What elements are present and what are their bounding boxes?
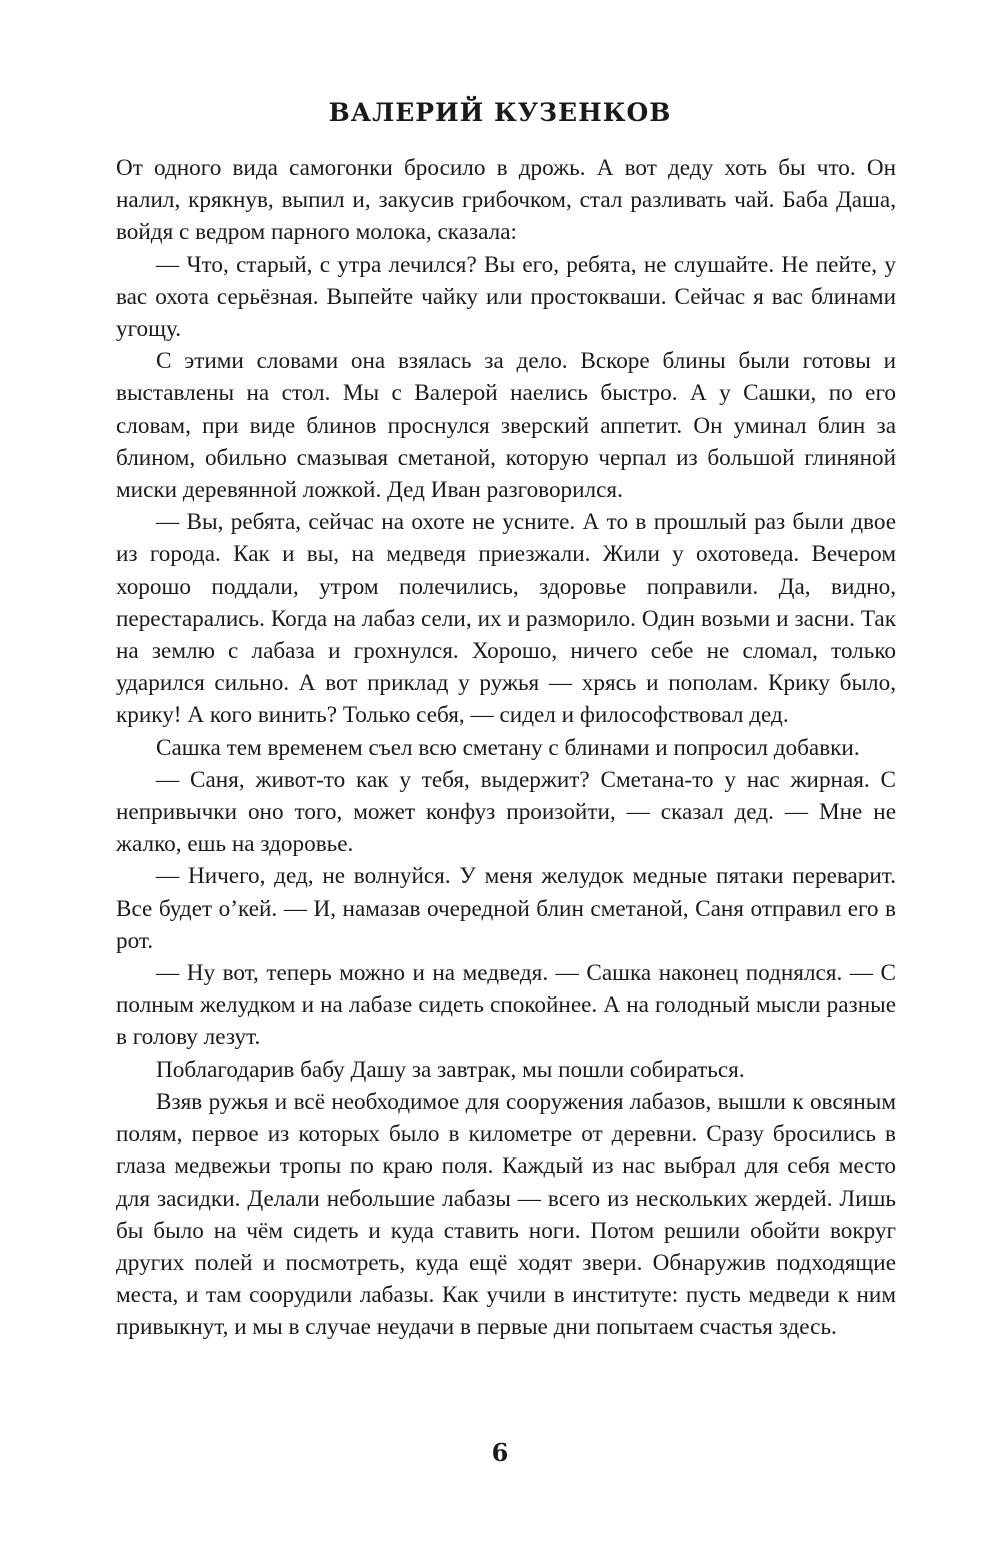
paragraph: — Ничего, дед, не волнуйся. У меня желудок медные пятаки переварит. Все будет о’кей. — И, намазав очередной блин сметаной, Саня отправил его в рот. [116,863,896,954]
running-title: ВАЛЕРИЙ КУЗЕНКОВ [328,98,672,127]
paragraph: С этими словами она взялась за дело. Вскоре блины были готовы и выставлены на стол. Мы с Валерой наелись быстро. А у Сашки, по его словам, при виде блинов проснулся зверский аппетит. Он уминал блин за блином, обильно смазывая сметаной, которую черпал из большой глиняной миски деревянной ложкой. Дед Иван разговорился. [116,348,896,504]
paragraph: — Что, старый, с утра лечился? Вы его, ребята, не слушайте. Не пейте, у вас охота серьёзная. Выпейте чайку или простокваши. Сейчас я вас блинами угощу. [116,251,896,343]
paragraph: — Саня, живот-то как у тебя, выдержит? Сметана-то у нас жирная. С непривычки оно того, может конфуз произойти, — сказал дед. — Мне не жалко, ешь на здоровье. [116,766,896,858]
body-text [116,152,896,1344]
paragraph: Сашка тем временем съел всю сметану с блинами и попросил добавки. [156,734,860,761]
paragraph: От одного вида самогонки бросило в дрожь. А вот деду хоть бы что. Он налил, крякнув, выпил и, закусив грибочком, стал разливать чай. Баба Даша, войдя с ведром парного молока, сказала: [116,155,896,246]
paragraph: Взяв ружья и всё необходимое для сооружения лабазов, вышли к овсяным полям, первое из которых было в километре от деревни. Сразу бросились в глаза медвежьи тропы по краю поля. Каждый из нас выбрал для себя место для засидки. Делали небольшие лабазы — всего из нескольких жердей. Лишь бы было на чём сидеть и куда ставить ноги. Потом решили обойти вокруг других полей и посмотреть, куда ещё ходят звери. Обнаружив подходящие места, и там соорудили лабазы. Как учили в институте: пусть медведи к ним привыкнут, и мы в случае неудачи в первые дни попытаем счастья здесь. [116,1088,896,1341]
paragraph: — Ну вот, теперь можно и на медведя. — Сашка наконец поднялся. — С полным желудком и на лабазе сидеть спокойнее. А на голодный мысли разные в голову лезут. [116,960,896,1051]
page-number: 6 [491,1438,509,1467]
paragraph: Поблагодарив бабу Дашу за завтрак, мы пошли собираться. [156,1056,745,1083]
paragraph: — Вы, ребята, сейчас на охоте не усните. А то в прошлый раз были двое из города. Как и вы, на медведя приезжали. Жили у охотоведа. Вечером хорошо поддали, утром полечились, здоровье поправили. Да, видно, перестарались. Когда на лабаз сели, их и разморило. Один возьми и засни. Так на землю с лабаза и грохнулся. Хорошо, ничего себе не сломал, только ударился сильно. А вот приклад у ружья — хрясь и пополам. Крику было, крику! А кого винить? Только себя, — сидел и философствовал дед. [116,509,896,729]
